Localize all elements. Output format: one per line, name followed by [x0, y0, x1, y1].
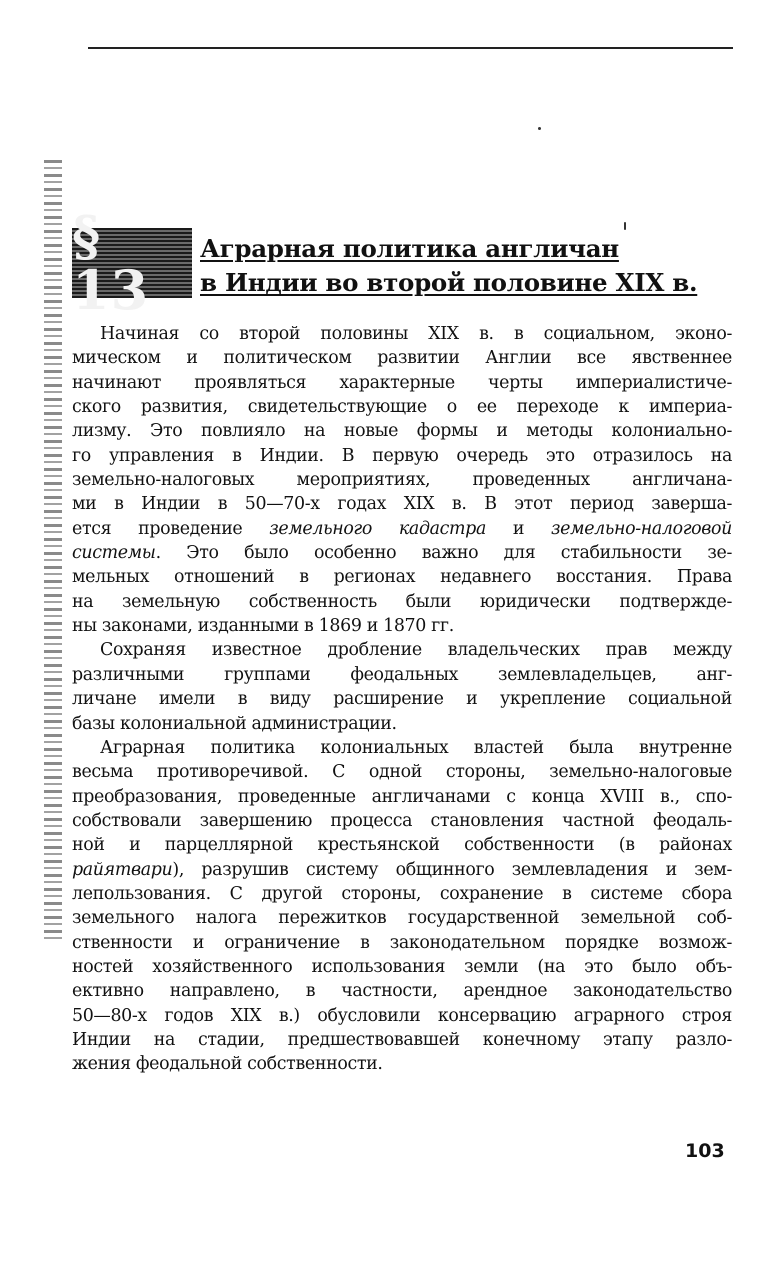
paragraph-line: Аграрная политика колониальных властей была внутренне — [100, 737, 732, 758]
section-title — [200, 232, 740, 300]
emphasized-term: райятвари — [72, 859, 173, 880]
paragraph-line: личане имели в виду расширение и укрепление социальной — [72, 689, 732, 710]
paragraph-line: базы колониальной администрации. — [72, 713, 397, 734]
page-number: 103 — [685, 1140, 725, 1162]
paragraph-line: райятвари), разрушив систему общинного землевладения и зем- — [72, 859, 732, 880]
paragraph-line: мическом и политическом развитии Англии все явственнее — [72, 348, 732, 369]
paragraph-line: системы. Это было особенно важно для стабильности зе- — [72, 543, 732, 564]
emphasized-term: системы — [72, 543, 156, 564]
paragraph-line: лепользования. С другой стороны, сохранение в системе сбора — [72, 883, 732, 904]
paragraph-line: ной и парцеллярной крестьянской собственности (в районах — [72, 835, 732, 856]
paragraph-line: 50—80-х годов XIX в.) обусловили консервацию аграрного строя — [72, 1005, 732, 1026]
section-title-line: Аграрная политика англичан — [200, 234, 619, 263]
body-text — [72, 322, 732, 1077]
paragraph-line: весьма противоречивой. С одной стороны, земельно-налоговые — [72, 762, 732, 783]
paragraph-line: жения феодальной собственности. — [72, 1054, 383, 1075]
scan-speck — [538, 127, 541, 130]
paragraph-line: земельно-налоговых мероприятиях, проведенных англичана- — [72, 470, 732, 491]
paragraph-line: мельных отношений в регионах недавнего восстания. Права — [72, 567, 732, 588]
section-number-badge — [72, 204, 192, 322]
paragraph-line: на земельную собственность были юридически подтвержде- — [72, 591, 732, 612]
paragraph-line: Сохраняя известное дробление владельческих прав между — [100, 640, 732, 661]
paragraph-line: начинают проявляться характерные черты империалистиче- — [72, 372, 732, 393]
section-number: § 13 — [72, 204, 150, 322]
paragraph-line: земельного налога пережитков государственной земельной соб- — [72, 908, 732, 929]
paragraph-line: Индии на стадии, предшествовавшей конечному этапу разло- — [72, 1029, 732, 1050]
emphasized-term: земельно-налоговой — [551, 518, 732, 539]
paragraph-line: ми в Индии в 50—70-х годах XIX в. В этот период заверша- — [72, 494, 732, 515]
paragraph-line: ностей хозяйственного использования земли (на это было объ- — [72, 956, 732, 977]
paragraph-line: лизму. Это повлияло на новые формы и методы колониально- — [72, 421, 732, 442]
top-rule — [88, 47, 733, 49]
paragraph-line: преобразования, проведенные англичанами с конца XVIII в., спо- — [72, 786, 732, 807]
paragraph-line: различными группами феодальных землевладельцев, анг- — [72, 664, 732, 685]
emphasized-term: земельного кадастра — [269, 518, 486, 539]
paragraph-line: собствовали завершению процесса становления частной феодаль- — [72, 810, 732, 831]
paragraph-line: ективно направлено, в частности, арендное законодательство — [72, 981, 732, 1002]
scan-binding-edge — [44, 160, 62, 940]
scan-speck — [624, 222, 626, 230]
section-title-line: в Индии во второй половине XIX в. — [200, 268, 698, 297]
paragraph-line: го управления в Индии. В первую очередь это отразилось на — [72, 445, 732, 466]
paragraph-line: ны законами, изданными в 1869 и 1870 гг. — [72, 616, 454, 637]
paragraph-line: ется проведение земельного кадастра и земельно-налоговой — [72, 518, 732, 539]
paragraph-line: ского развития, свидетельствующие о ее переходе к империа- — [72, 397, 732, 418]
paragraph-line: ственности и ограничение в законодательном порядке возмож- — [72, 932, 732, 953]
paragraph-line: Начиная со второй половины XIX в. в социальном, эконо- — [100, 324, 732, 344]
